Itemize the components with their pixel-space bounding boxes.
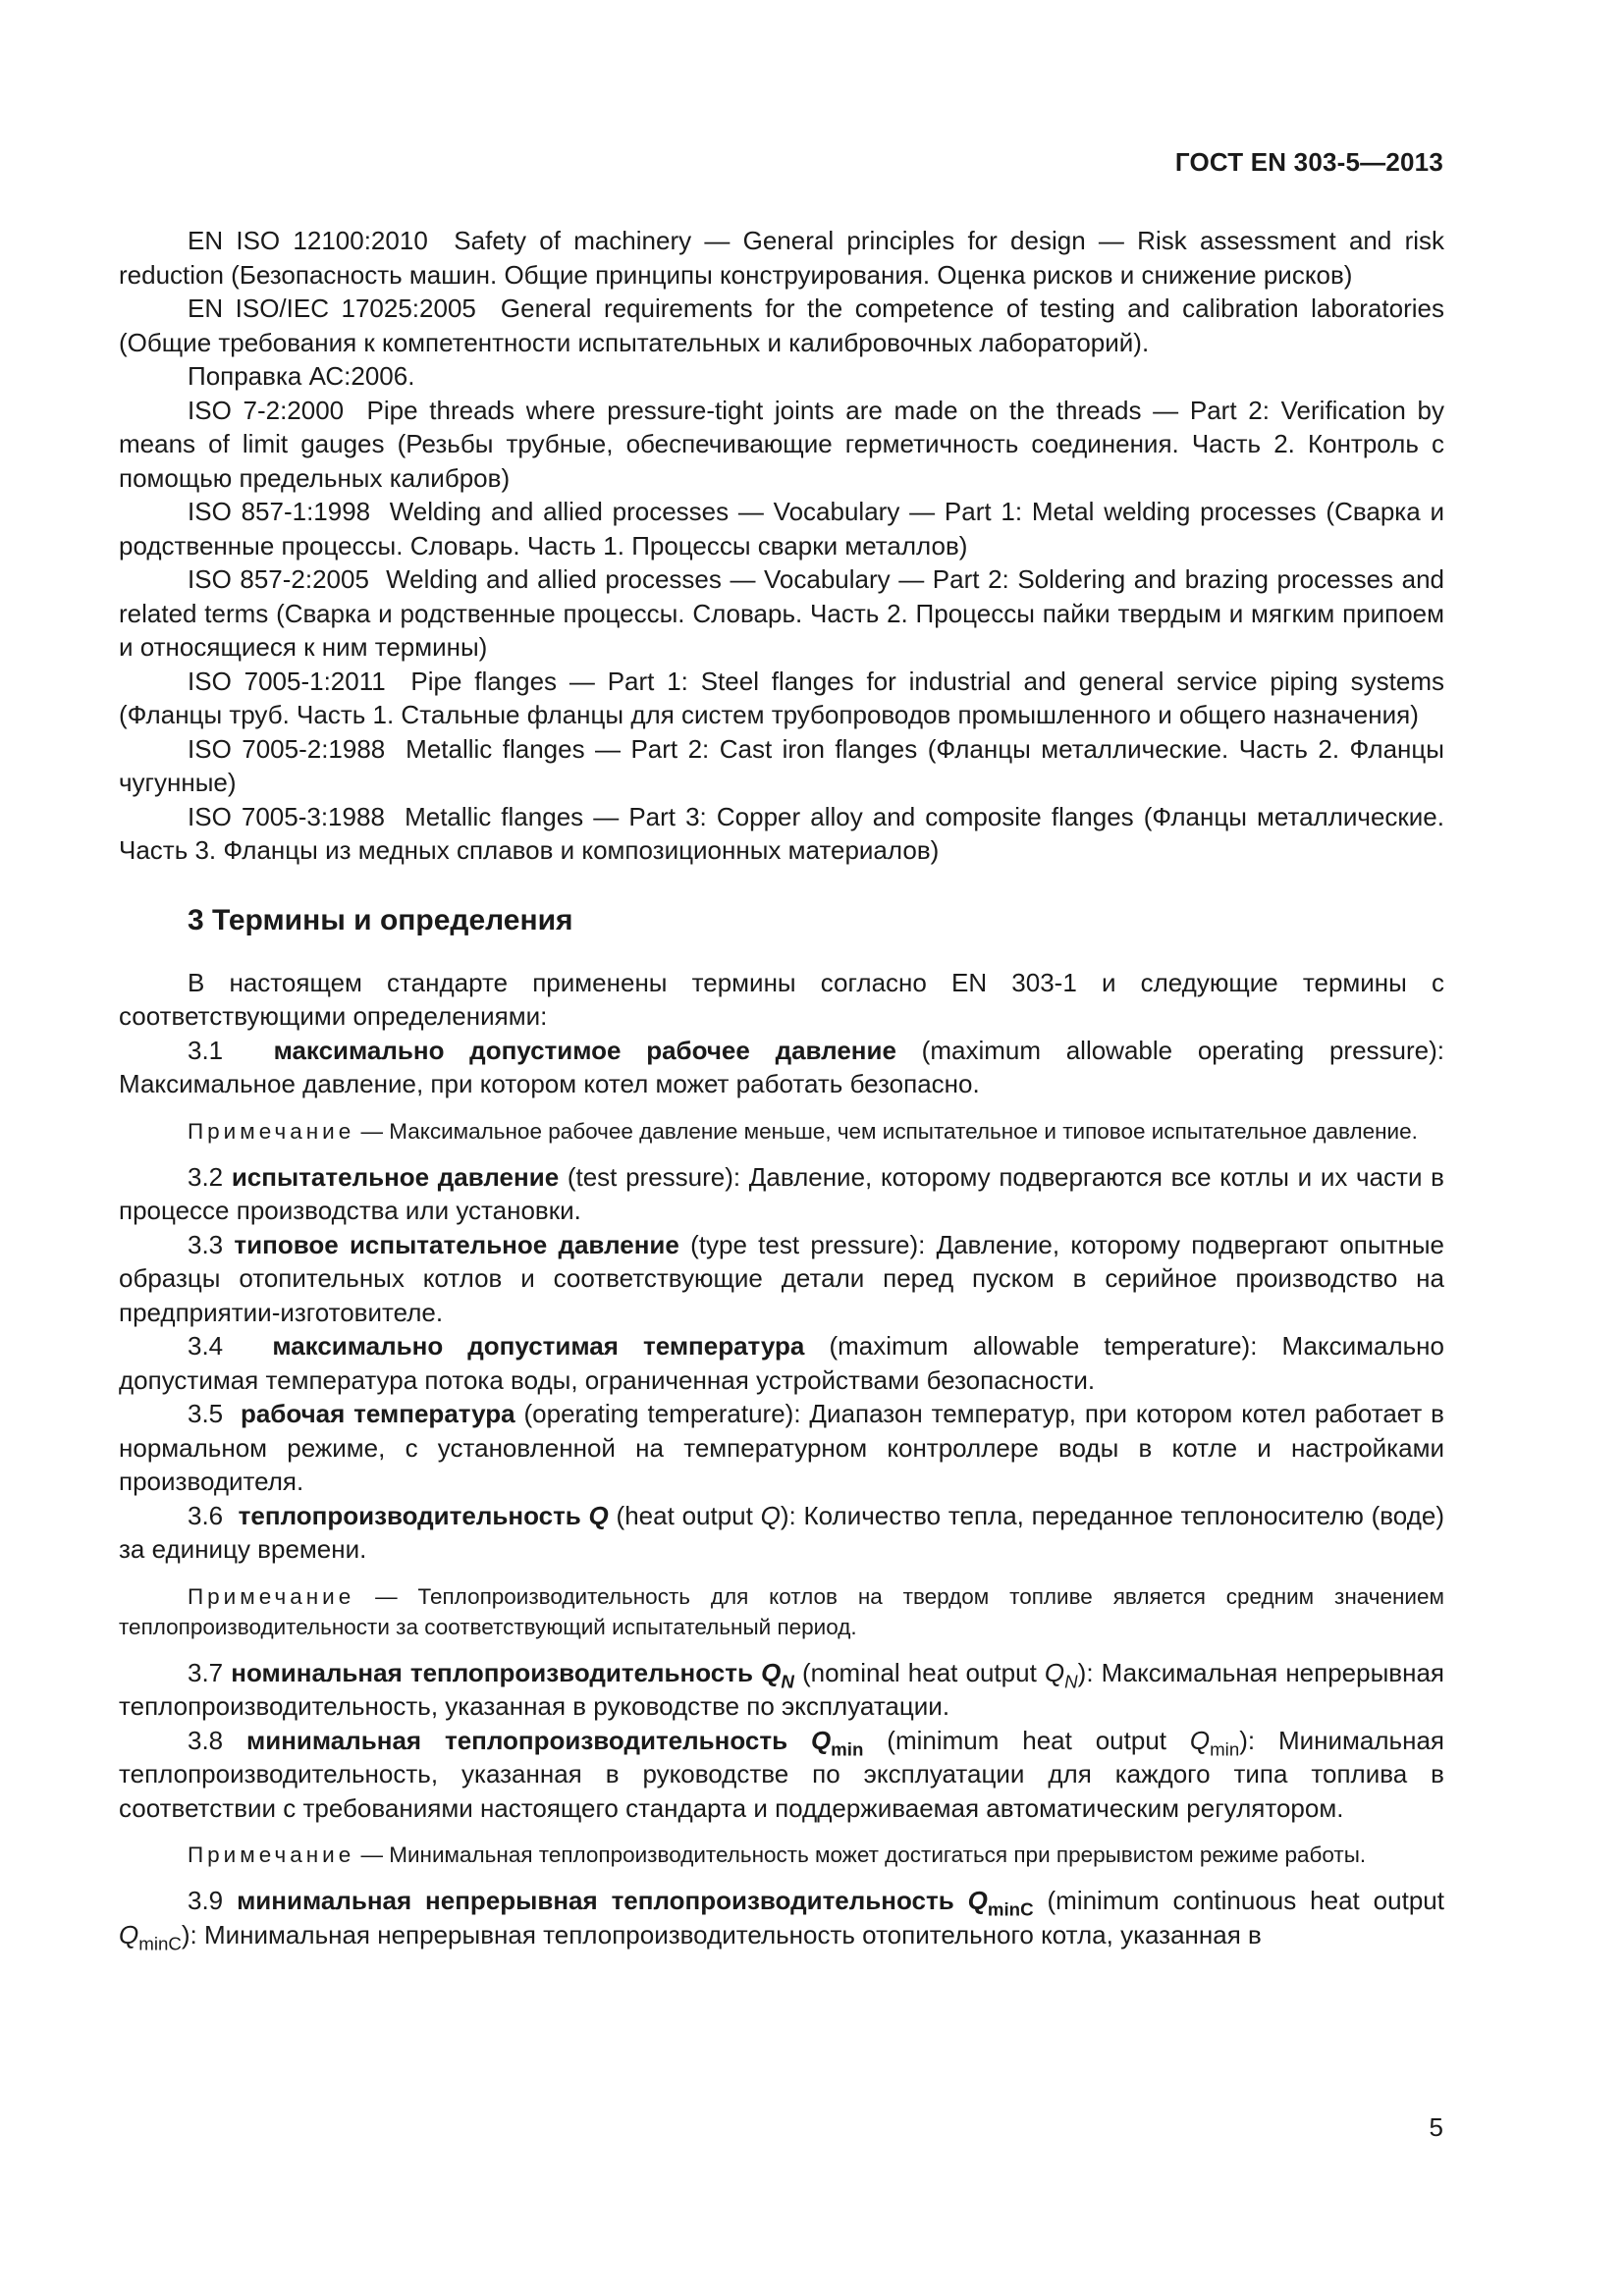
term-symbol: Q — [1044, 1657, 1065, 1687]
note-label: Примечание — [188, 1118, 355, 1144]
reference-entry — [119, 665, 1444, 732]
term-symbol: Q — [760, 1500, 781, 1530]
note — [119, 1581, 1444, 1642]
term-definition: (maximum allowable temperature): Максимально допустимая температура потока воды, ограниченная устройствами безопасности. — [119, 1331, 1444, 1395]
term-3-5 — [119, 1397, 1444, 1499]
term-number: 3.4 — [188, 1331, 224, 1361]
term-english: (minimum continuous heat output — [1047, 1886, 1444, 1915]
reference-entry — [119, 732, 1444, 800]
term-number: 3.3 — [188, 1229, 224, 1259]
term-definition: ): Максимальная непрерывная теплопроизводительность, указанная в руководстве по эксплуатации. — [119, 1657, 1445, 1721]
term-english: (heat output — [616, 1500, 753, 1530]
note-label: Примечание — [188, 1842, 355, 1867]
term-definition: (operating temperature): Диапазон температур, при котором котел работает в нормальном режиме, с установленной на температурном контроллере воды в котле и настройками производителя. — [119, 1399, 1444, 1496]
term-symbol: Q — [967, 1886, 988, 1915]
reference-entry — [119, 224, 1444, 292]
note-text: — Минимальная теплопроизводительность может достигаться при прерывистом режиме работы. — [360, 1842, 1367, 1867]
term-number: 3.6 — [188, 1500, 224, 1530]
term-number: 3.9 — [188, 1886, 224, 1915]
note-text: — Максимальное рабочее давление меньше, чем испытательное и типовое испытательное давление. — [360, 1118, 1418, 1144]
term-name: минимальная непрерывная теплопроизводительность $Q_{minC}$ — [237, 1886, 1034, 1920]
term-number: 3.2 — [188, 1161, 224, 1192]
note — [119, 1116, 1444, 1147]
reference-code: ISO 857-1:1998 — [188, 497, 371, 526]
note-label: Примечание — [188, 1583, 355, 1609]
reference-text: Welding and allied processes — Vocabulary — Part 1: Metal welding processes (Сварка и родственные процессы. Словарь. Часть 1. Процессы сварки металлов) — [119, 497, 1445, 561]
term-name: максимально допустимое рабочее давление — [273, 1035, 896, 1065]
term-name: номинальная теплопроизводительность $Q_N$ — [231, 1657, 794, 1692]
term-name: максимально допустимая температура — [272, 1331, 805, 1361]
reference-entry — [119, 292, 1444, 359]
reference-code: ISO 7005-1:2011 — [188, 666, 386, 696]
term-symbol: Q — [1189, 1725, 1211, 1755]
term-symbol: Q — [761, 1657, 782, 1687]
reference-code: ISO 7005-3:1988 — [188, 801, 385, 831]
reference-entry — [119, 495, 1444, 562]
section-heading: 3 Термины и определения — [188, 903, 573, 936]
standard-header: ГОСТ EN 303-5—2013 — [1174, 147, 1443, 177]
reference-text: Pipe threads where pressure-tight joints are made on the threads — Part 2: Verification by means of limit gauges (Резьбы трубные, обеспечивающие герметичность соединения. Часть 2. Контроль с помощью предельных калибров) — [119, 395, 1444, 493]
term-definition: ): Минимальная непрерывная теплопроизводительность отопительного котла, указанная в — [181, 1919, 1262, 1949]
term-3-3 — [119, 1228, 1444, 1330]
term-english: (nominal heat output — [801, 1657, 1037, 1687]
reference-amendment — [119, 359, 1444, 394]
reference-text: Welding and allied processes — Vocabulary — Part 2: Soldering and brazing processes and related terms (Сварка и родственные процессы. Словарь. Часть 2. Процессы пайки твердым и мягким припоем и относящиеся к ним термины) — [119, 564, 1445, 662]
term-3-4 — [119, 1329, 1444, 1397]
reference-text: Metallic flanges — Part 2: Cast iron flanges (Фланцы металлические. Часть 2. Фланцы чугунные) — [119, 733, 1444, 797]
reference-entry — [119, 394, 1444, 496]
term-number: 3.5 — [188, 1399, 224, 1428]
term-name: теплопроизводительность Q — [238, 1500, 609, 1530]
page-content — [119, 224, 1445, 1954]
term-name: типовое испытательное давление — [234, 1229, 679, 1259]
page-number: 5 — [1429, 2112, 1443, 2142]
reference-code: ISO 7-2:2000 — [188, 395, 345, 425]
term-definition: (type test pressure): Давление, которому подвергают опытные образцы отопительных котлов и соответствующие детали перед пуском в серийное производство на предприятии-изготовителе. — [119, 1229, 1444, 1327]
term-definition: ): Количество тепла, переданное теплоносителю (воде) за единицу времени. — [119, 1500, 1444, 1564]
term-number: 3.7 — [188, 1657, 224, 1687]
term-3-7: 3.7 номинальная теплопроизводительность $Q_N$ (nominal heat output $Q_N$): Максимальная непрерывная теплопроизводительность, указанная в руководстве по эксплуатации. — [119, 1657, 1445, 1721]
reference-code: ISO 7005-2:1988 — [188, 733, 386, 764]
term-3-9: 3.9 минимальная непрерывная теплопроизводительность $Q_{minC}$ (minimum continuous heat output $Q_{minC}$): Минимальная непрерывная теплопроизводительность отопительного котла, указанная в — [119, 1886, 1444, 1954]
term-number: 3.8 — [188, 1725, 224, 1755]
term-name: минимальная теплопроизводительность $Q_{min}$ — [246, 1725, 864, 1760]
term-definition: (maximum allowable operating pressure): Максимальное давление, при котором котел может работать безопасно. — [119, 1035, 1444, 1098]
term-symbol: Q — [119, 1919, 139, 1949]
term-name: рабочая температура — [240, 1399, 515, 1428]
note-text: — Теплопроизводительность для котлов на твердом топливе является средним значением теплопроизводительности за соответствующий испытательный период. — [119, 1583, 1444, 1639]
reference-text: Поправка АС:2006. — [188, 361, 415, 391]
reference-text: Pipe flanges — Part 1: Steel flanges for industrial and general service piping systems (Фланцы труб. Часть 1. Стальные фланцы для систем трубопроводов промышленного и общего назначения) — [119, 666, 1444, 729]
term-3-8: 3.8 минимальная теплопроизводительность $Q_{min}$ (minimum heat output $Q_{min}$): Минимальная теплопроизводительность, указанная в руководстве по эксплуатации для каждого типа топлива в соответствии с требованиями настоящего стандарта и поддерживаемая автоматическим регулятором. — [119, 1725, 1444, 1823]
term-symbol: Q — [810, 1725, 832, 1755]
reference-text: Safety of machinery — General principles for design — Risk assessment and risk reduction (Безопасность машин. Общие принципы конструирования. Оценка рисков и снижение рисков) — [119, 226, 1445, 290]
term-3-1 — [119, 1034, 1444, 1101]
term-3-2 — [119, 1160, 1444, 1228]
term-definition: (test pressure): Давление, которому подвергаются все котлы и их части в процессе производства или установки. — [119, 1161, 1444, 1225]
term-definition: ): Минимальная теплопроизводительность, указанная в руководстве по эксплуатации для каждого типа топлива в соответствии с требованиями настоящего стандарта и поддерживаемая автоматическим регулятором. — [119, 1725, 1444, 1823]
reference-text: Metallic flanges — Part 3: Copper alloy and composite flanges (Фланцы металлические. Часть 3. Фланцы из медных сплавов и композиционных материалов) — [119, 801, 1444, 865]
term-name: испытательное давление — [231, 1161, 560, 1192]
term-3-6 — [119, 1499, 1444, 1567]
reference-entry — [119, 800, 1444, 868]
note — [119, 1840, 1444, 1870]
term-english: (minimum heat output — [887, 1725, 1166, 1755]
reference-code: EN ISO 12100:2010 — [188, 226, 428, 255]
term-symbol: Q — [588, 1500, 609, 1530]
reference-code: EN ISO/IEC 17025:2005 — [188, 294, 476, 323]
reference-text: General requirements for the competence of testing and calibration laboratories (Общие требования к компетентности испытательных и калибровочных лабораторий). — [119, 294, 1444, 357]
reference-code: ISO 857-2:2005 — [188, 564, 369, 594]
reference-entry — [119, 562, 1444, 665]
section-intro: В настоящем стандарте применены термины согласно EN 303-1 и следующие термины с соответствующими определениями: — [119, 967, 1444, 1031]
term-number: 3.1 — [188, 1035, 224, 1065]
